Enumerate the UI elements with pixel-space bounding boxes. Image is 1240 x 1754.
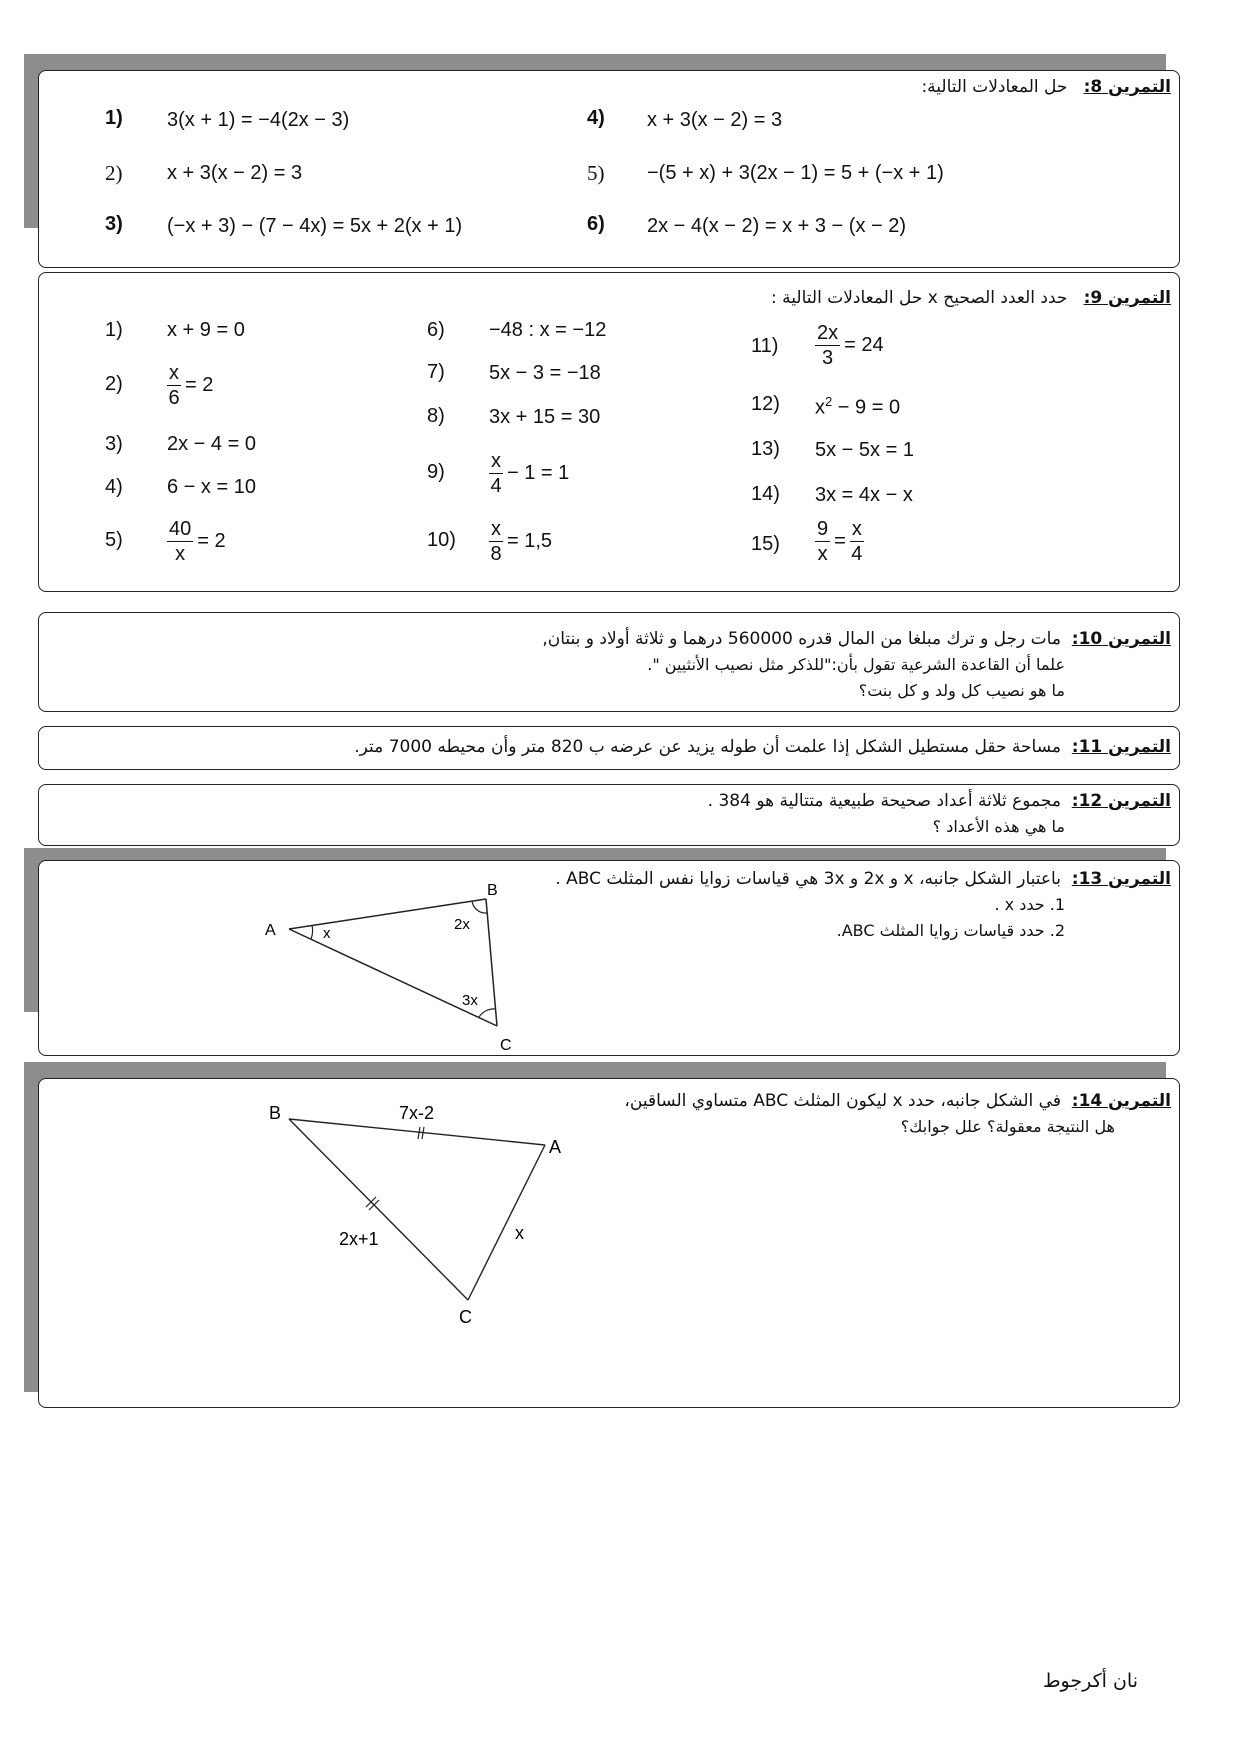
ex13-line3: 2. حدد قياسات زوايا المثلث ABC. xyxy=(836,921,1065,940)
ex14-side-BC xyxy=(289,1119,468,1300)
ex8-n2: 2) xyxy=(105,161,123,185)
ex9-eq15-num: 9 xyxy=(817,518,829,540)
ex10-line3: ما هو نصيب كل ولد و كل بنت؟ xyxy=(858,681,1065,700)
ex9-eq11-rest: = 24 xyxy=(844,334,884,356)
ex9-n14: 14) xyxy=(751,483,780,505)
ex14-vertex-A: A xyxy=(549,1137,562,1157)
ex9-eq9 xyxy=(489,449,569,498)
ex9-eq5-den: x xyxy=(175,543,186,565)
ex9-eq15-eq: = xyxy=(834,530,846,552)
ex13-side-BC xyxy=(486,899,497,1026)
ex9-n11: 11) xyxy=(751,335,779,357)
ex9-n7: 7) xyxy=(427,361,445,383)
ex9-eq2 xyxy=(167,361,213,410)
ex9-eq5-num: 40 xyxy=(169,518,192,540)
ex13-arc-B xyxy=(472,901,487,913)
ex9-eq9-rest: − 1 = 1 xyxy=(507,462,570,484)
ex10-line1: مات رجل و ترك مبلغا من المال قدره 560000 درهما و ثلاثة أولاد و بنتان, xyxy=(542,629,1061,649)
ex8-n6: 6) xyxy=(587,213,605,235)
ex12-title xyxy=(708,791,1171,811)
ex9-eq15 xyxy=(815,517,868,566)
ex9-eq2-rest: = 2 xyxy=(185,374,214,396)
exercise-8 xyxy=(38,70,1180,268)
ex8-n1: 1) xyxy=(105,107,123,129)
ex9-eq11 xyxy=(815,321,884,370)
ex9-eq15-den: x xyxy=(817,543,828,565)
ex9-eq1: x + 9 = 0 xyxy=(167,319,245,341)
ex8-label: التمرين 8: xyxy=(1083,77,1171,97)
ex13-side-AC xyxy=(289,929,497,1026)
ex12-line2: ما هي هذه الأعداد ؟ xyxy=(932,817,1065,836)
ex9-n5: 5) xyxy=(105,529,123,551)
ex14-vertex-C: C xyxy=(459,1307,472,1327)
ex14-title xyxy=(624,1091,1171,1111)
ex9-n4: 4) xyxy=(105,476,123,498)
ex14-line1: في الشكل جانبه، حدد x ليكون المثلث ABC متساوي الساقين، xyxy=(624,1091,1061,1111)
ex9-eq10-den: 8 xyxy=(490,543,502,565)
ex12-line1: مجموع ثلاثة أعداد صحيحة طبيعية متتالية هو 384 . xyxy=(707,791,1061,811)
ex9-eq12-sup: 2 xyxy=(825,394,833,409)
ex9-n8: 8) xyxy=(427,405,445,427)
ex9-eq12-rest: − 9 = 0 xyxy=(832,396,901,419)
ex13-angle-A: x xyxy=(323,925,331,942)
ex13-title xyxy=(555,869,1171,889)
ex9-n3: 3) xyxy=(105,433,123,455)
ex9-eq3: 2x − 4 = 0 xyxy=(167,433,256,455)
ex9-eq7: 5x − 3 = −18 xyxy=(489,362,601,384)
ex9-eq5-rest: = 2 xyxy=(197,530,226,552)
ex11-label: التمرين 11: xyxy=(1071,737,1171,757)
ex9-eq9-num: x xyxy=(491,450,501,472)
ex14-side-AC-label: x xyxy=(515,1223,524,1243)
ex14-tick-AB-1 xyxy=(418,1127,420,1139)
ex11-title xyxy=(354,737,1171,757)
ex8-eq4: x + 3(x − 2) = 3 xyxy=(647,109,783,131)
ex14-label: التمرين 14: xyxy=(1071,1091,1171,1111)
ex9-eq14: 3x = 4x − x xyxy=(815,484,913,506)
ex8-eq5: −(5 + x) + 3(2x − 1) = 5 + (−x + 1) xyxy=(647,162,944,184)
ex14-line2: هل النتيجة معقولة؟ علل جوابك؟ xyxy=(900,1117,1115,1136)
ex8-eq3: (−x + 3) − (7 − 4x) = 5x + 2(x + 1) xyxy=(167,215,463,237)
ex14-side-AB-label: 7x-2 xyxy=(399,1103,435,1123)
exercise-10 xyxy=(38,612,1180,712)
ex10-line2: علما أن القاعدة الشرعية تقول بأن:"للذكر مثل نصيب الأنثيين ". xyxy=(647,655,1065,674)
ex9-n2: 2) xyxy=(105,373,123,395)
ex13-arc-C xyxy=(479,1009,496,1017)
ex8-title xyxy=(921,77,1171,97)
ex8-eq1: 3(x + 1) = −4(2x − 3) xyxy=(167,109,350,131)
ex13-line1: باعتبار الشكل جانبه، x و 2x و 3x هي قياسات زوايا نفس المثلث ABC . xyxy=(555,869,1061,889)
ex9-label: التمرين 9: xyxy=(1083,288,1171,308)
ex9-title xyxy=(771,288,1171,308)
ex13-vertex-C: C xyxy=(500,1037,512,1054)
ex9-n1: 1) xyxy=(105,319,123,341)
ex9-eq13: 5x − 5x = 1 xyxy=(815,439,914,461)
ex9-eq9-den: 4 xyxy=(490,475,502,497)
ex13-angle-B: 2x xyxy=(454,916,470,933)
ex13-vertex-B: B xyxy=(487,882,498,899)
ex8-prompt: حل المعادلات التالية: xyxy=(921,77,1068,97)
exercise-13 xyxy=(38,860,1180,1056)
ex9-eq15-num2: x xyxy=(851,518,862,540)
ex9-eq11-num: 2x xyxy=(817,322,839,344)
ex9-eq10 xyxy=(489,517,552,566)
ex8-eq2: x + 3(x − 2) = 3 xyxy=(167,162,303,184)
ex9-n12: 12) xyxy=(751,393,780,415)
ex10-title xyxy=(542,629,1171,649)
ex13-line2: 1. حدد x . xyxy=(994,895,1065,914)
ex13-triangle-figure xyxy=(219,861,559,1055)
ex8-n5: 5) xyxy=(587,161,605,185)
author-signature: نان أكرجوط xyxy=(1042,1670,1138,1692)
ex9-eq2-num: x xyxy=(169,362,179,384)
ex13-angle-C: 3x xyxy=(462,992,478,1009)
ex13-arc-A xyxy=(311,925,313,939)
ex8-eq6: 2x − 4(x − 2) = x + 3 − (x − 2) xyxy=(647,215,907,237)
ex9-eq4: 6 − x = 10 xyxy=(167,476,256,498)
ex14-side-AC xyxy=(468,1145,545,1300)
ex9-prompt: حدد العدد الصحيح x حل المعادلات التالية : xyxy=(771,288,1068,308)
ex9-eq6: −48 : x = −12 xyxy=(489,319,607,341)
ex14-side-BC-label: 2x+1 xyxy=(339,1229,379,1249)
ex9-eq10-num: x xyxy=(491,518,501,540)
exercise-12 xyxy=(38,784,1180,846)
ex9-eq11-den: 3 xyxy=(822,347,834,369)
ex8-n4: 4) xyxy=(587,107,605,129)
ex9-n15: 15) xyxy=(751,533,780,555)
ex14-vertex-B: B xyxy=(269,1103,282,1123)
ex9-eq12 xyxy=(815,394,900,420)
ex9-n6: 6) xyxy=(427,319,445,341)
ex9-n9: 9) xyxy=(427,461,445,483)
ex9-eq10-rest: = 1,5 xyxy=(507,530,553,552)
ex9-eq12-base: x xyxy=(815,396,825,419)
exercise-9 xyxy=(38,272,1180,592)
ex9-eq5 xyxy=(167,517,226,566)
ex9-n10: 10) xyxy=(427,529,456,551)
ex9-eq2-den: 6 xyxy=(168,387,180,409)
ex14-triangle-figure xyxy=(259,1089,639,1329)
ex9-eq8: 3x + 15 = 30 xyxy=(489,406,601,428)
ex11-text: مساحة حقل مستطيل الشكل إذا علمت أن طوله يزيد عن عرضه ب 820 متر وأن محيطه 7000 متر. xyxy=(354,737,1061,757)
ex8-n3: 3) xyxy=(105,213,123,235)
ex13-label: التمرين 13: xyxy=(1071,869,1171,889)
ex10-label: التمرين 10: xyxy=(1071,629,1171,649)
exercise-11 xyxy=(38,726,1180,770)
ex12-label: التمرين 12: xyxy=(1071,791,1171,811)
ex9-n13: 13) xyxy=(751,438,780,460)
ex13-vertex-A: A xyxy=(265,922,276,939)
exercise-14 xyxy=(38,1078,1180,1408)
ex9-eq15-den2: 4 xyxy=(851,543,863,565)
